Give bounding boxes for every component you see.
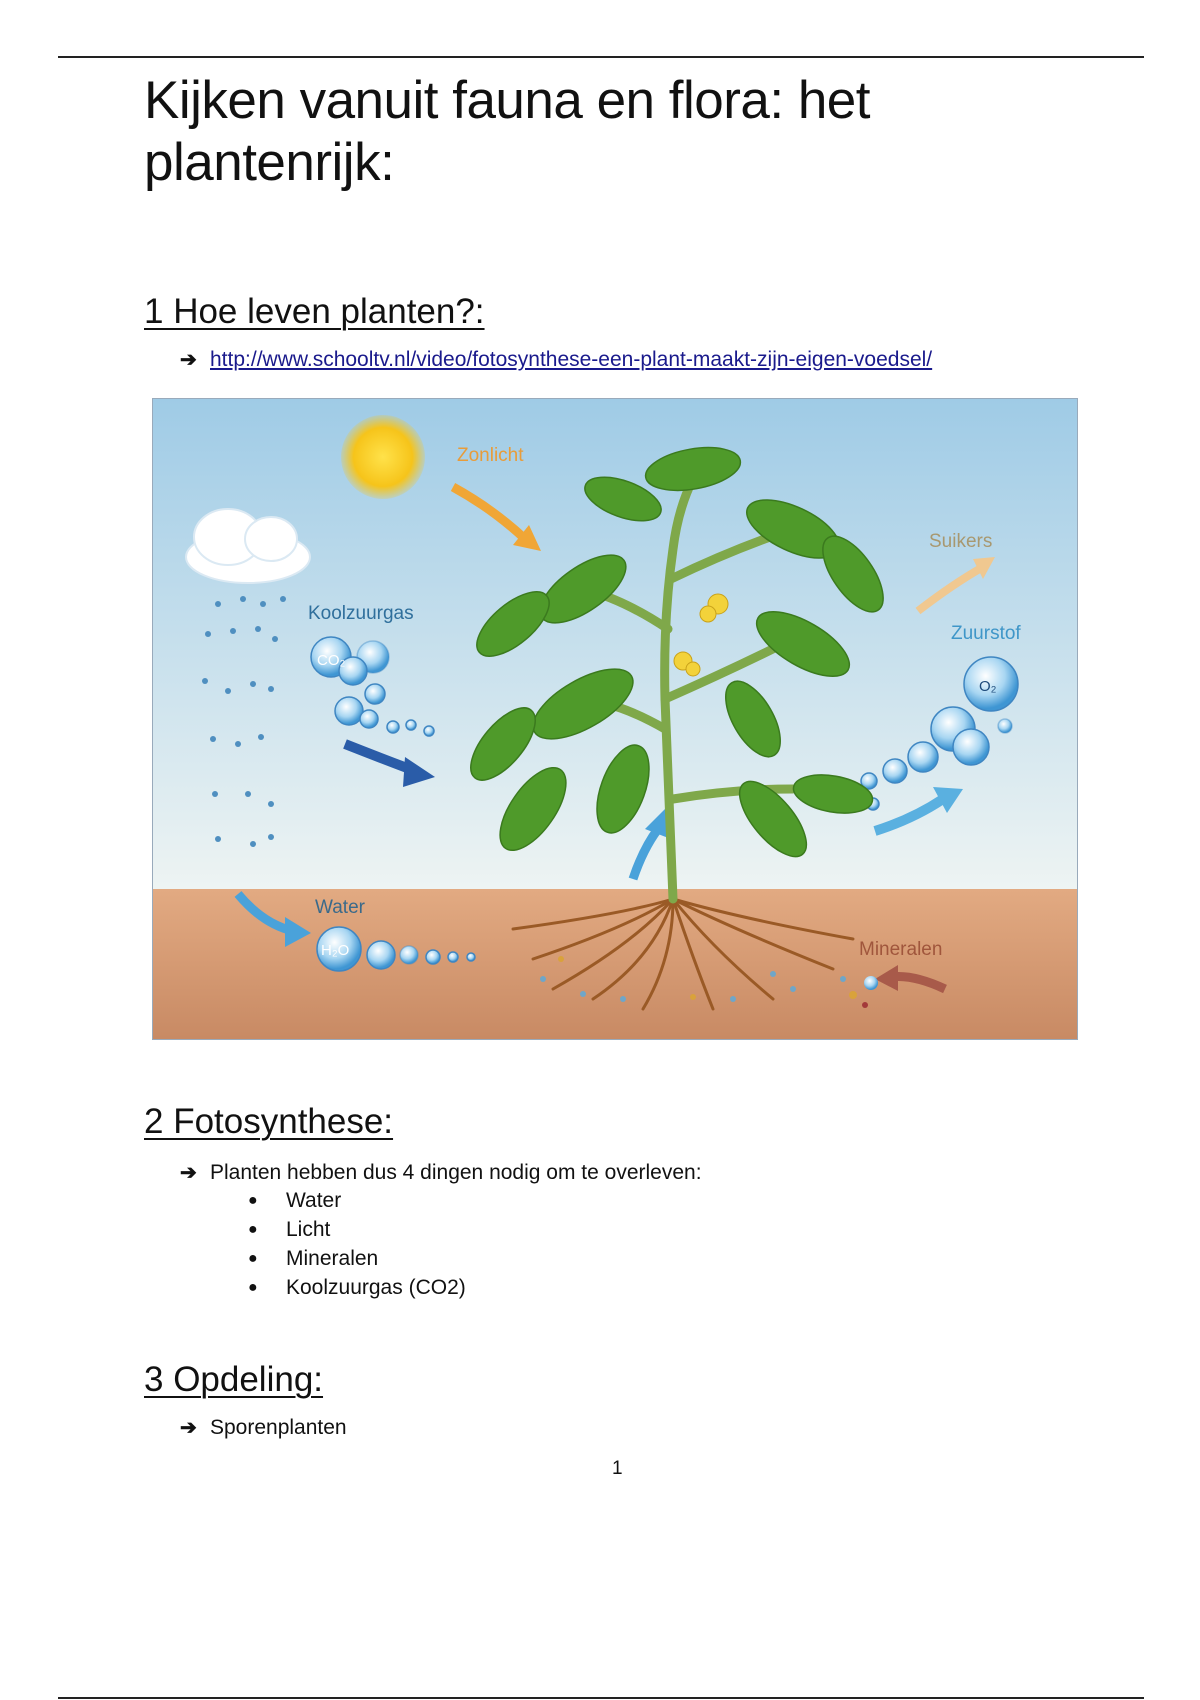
label-koolzuurgas: Koolzuurgas [308,603,414,624]
page-number: 1 [612,1458,623,1479]
right-arrow-icon: ➔ [180,349,197,371]
co2-formula: CO₂ [317,652,346,669]
list-item [250,1273,466,1302]
section-2-heading: 2 Fotosynthese: [144,1102,394,1141]
section-3-item: Sporenplanten [210,1415,347,1439]
bullet-dot-icon: ● [248,1250,258,1267]
section-1-heading: 1 Hoe leven planten?: [144,292,485,331]
label-zuurstof: Zuurstof [951,623,1021,644]
bullet-dot-icon: ● [248,1192,258,1209]
h2o-formula: H₂O [321,942,350,959]
needs-list [250,1186,466,1302]
list-item-text: Licht [286,1218,331,1241]
bullet-dot-icon: ● [248,1279,258,1296]
list-item-text: Koolzuurgas (CO2) [286,1276,466,1299]
label-suikers: Suikers [929,531,993,552]
list-item [250,1186,466,1215]
right-arrow-icon: ➔ [180,1162,197,1184]
bullet-dot-icon: ● [248,1221,258,1238]
document-title: Kijken vanuit fauna en flora: het plantenrijk: [144,71,870,192]
schooltv-link[interactable]: http://www.schooltv.nl/video/fotosynthese-een-plant-maakt-zijn-eigen-voedsel/ [210,347,933,371]
o2-formula: O₂ [979,678,997,695]
list-item-text: Water [286,1189,342,1212]
section-3-item-line [180,1415,347,1440]
section-2-intro: Planten hebben dus 4 dingen nodig om te overleven: [210,1160,702,1184]
top-rule [58,56,1144,58]
section-3-heading: 3 Opdeling: [144,1360,324,1399]
label-mineralen: Mineralen [859,939,943,960]
photosynthesis-illustration [152,398,1078,1040]
bottom-rule [58,1697,1144,1699]
list-item [250,1215,466,1244]
sun-icon [341,415,425,499]
label-zonlicht: Zonlicht [457,445,524,466]
document-page [144,70,1084,194]
section-2-intro-line [180,1160,702,1185]
section-1-link-line [180,347,932,372]
list-item-text: Mineralen [286,1247,379,1270]
list-item [250,1244,466,1273]
label-water: Water [315,897,365,918]
right-arrow-icon: ➔ [180,1417,197,1439]
